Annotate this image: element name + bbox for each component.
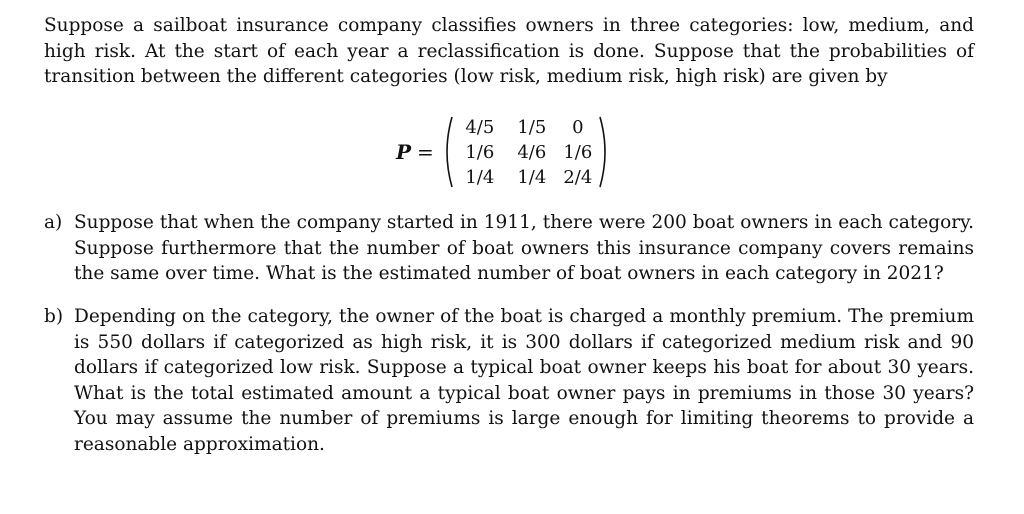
- question-a-text: Suppose that when the company started in 1911, there were 200 boat owners in each category. Suppose furthermore that the number of boat owners this insurance company covers remains the same over time. What is the estimated number of boat owners in each category in 2021?: [74, 212, 974, 284]
- left-paren-icon: [440, 115, 454, 189]
- matrix-cell: 1/4: [517, 166, 547, 188]
- intro-paragraph: Suppose a sailboat insurance company classifies owners in three categories: low, medium, and high risk. At the start of each year a reclassification is done. Suppose that the probabilities of transition between the different categories (low risk, medium risk, high risk) are given by: [44, 15, 974, 87]
- matrix-cell: 1/5: [517, 116, 547, 138]
- question-a-label: a): [44, 212, 63, 233]
- matrix-cell: 2/4: [563, 166, 593, 188]
- question-b: [44, 304, 974, 457]
- matrix-cell: 1/6: [563, 141, 593, 163]
- matrix-cell: 4/5: [465, 116, 495, 138]
- matrix-cell: 1/4: [465, 166, 495, 188]
- matrix-cell: 0: [572, 116, 584, 138]
- matrix-equals-sign: =: [417, 140, 434, 164]
- matrix-cell: 1/6: [465, 141, 495, 163]
- matrix-cell: 4/6: [517, 141, 547, 163]
- right-paren-icon: [598, 115, 612, 189]
- question-b-text: Depending on the category, the owner of the boat is charged a monthly premium. The premium is 550 dollars if categorized as high risk, it is 300 dollars if categorized medium risk and 90 dollars if categorized low risk. Suppose a typical boat owner keeps his boat for about 30 years. What is the total estimated amount a typical boat owner pays in premiums in those 30 years? You may assume the number of premiums is large enough for limiting theorems to provide a reasonable approximation.: [74, 306, 974, 455]
- matrix-grid: [454, 115, 598, 190]
- matrix-label: P: [396, 140, 412, 164]
- question-b-label: b): [44, 306, 64, 327]
- transition-matrix: [396, 113, 612, 191]
- question-a: [44, 210, 974, 287]
